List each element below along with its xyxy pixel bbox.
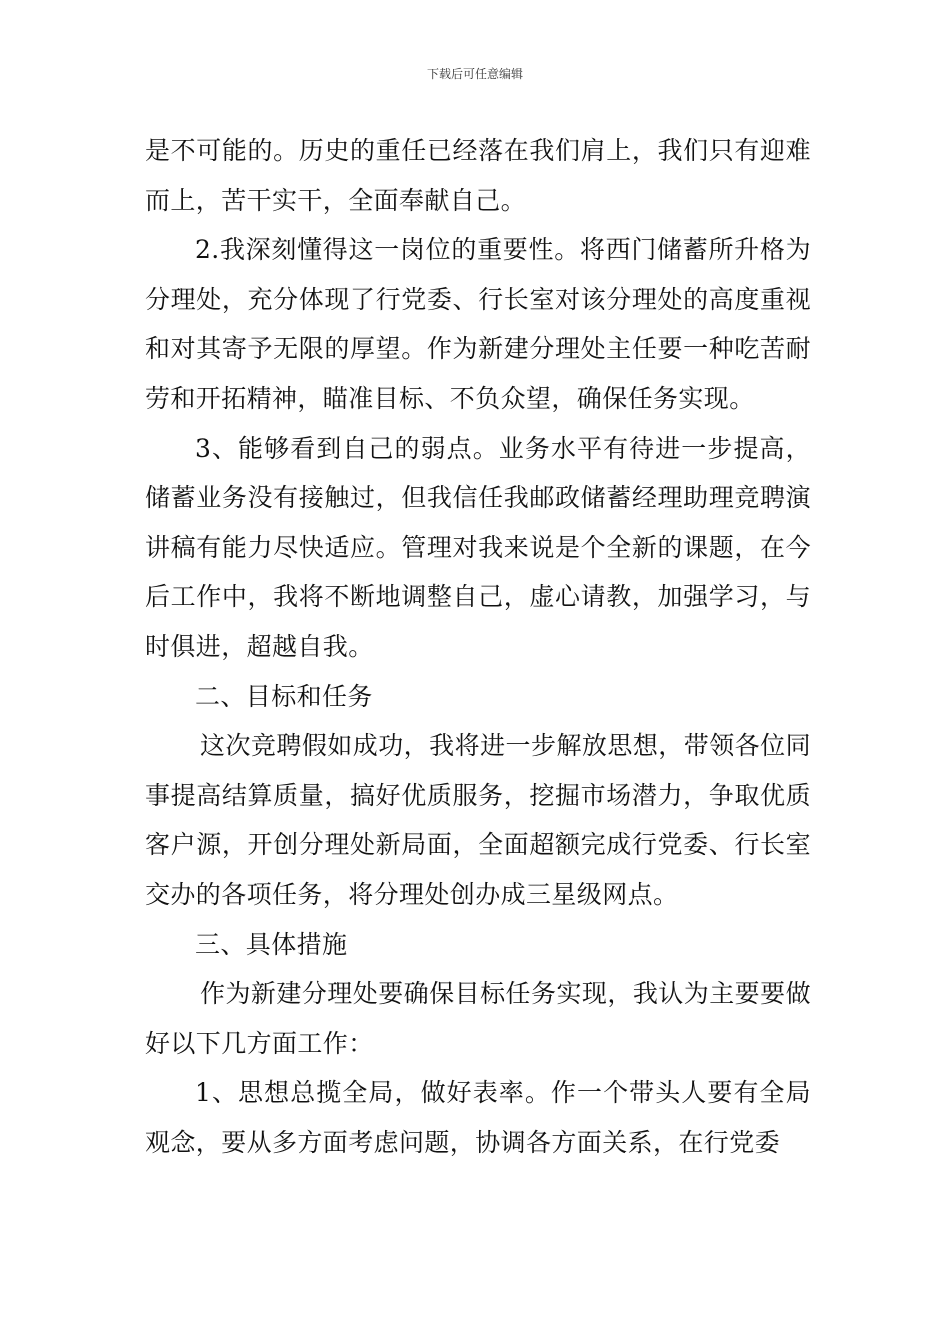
section-heading-goals: 二、目标和任务 xyxy=(195,681,373,711)
paragraph-point-3: 3、能够看到自己的弱点。业务水平有待进一步提高，储蓄业务没有接触过，但我信任我邮政储蓄经理助理竞聘演讲稿有能力尽快适应。管理对我来说是个全新的课题，在今后工作中，我将不断地调整自己，虚心请教，加强学习，与时俱进，超越自我。 xyxy=(145,433,811,661)
paragraph-measures-intro: 作为新建分理处要确保目标任务实现，我认为主要要做好以下几方面工作： xyxy=(145,979,811,1058)
paragraph-goals: 这次竞聘假如成功，我将进一步解放思想，带领各位同事提高结算质量，搞好优质服务，挖掘市场潜力，争取优质客户源，开创分理处新局面，全面超额完成行党委、行长室交办的各项任务，将分理处创办成三星级网点。 xyxy=(145,731,811,909)
paragraph-measure-1: 1、思想总揽全局，做好表率。作一个带头人要有全局观念，要从多方面考虑问题，协调各方面关系，在行党委 xyxy=(145,1078,811,1157)
page-header: 下载后可任意编辑 xyxy=(426,67,523,81)
section-heading-measures: 三、具体措施 xyxy=(195,929,348,959)
paragraph-continuation: 是不可能的。历史的重任已经落在我们肩上，我们只有迎难而上，苦干实干，全面奉献自己。 xyxy=(145,136,811,215)
document-body xyxy=(145,126,811,1167)
paragraph-point-2: 2.我深刻懂得这一岗位的重要性。将西门储蓄所升格为分理处，充分体现了行党委、行长室对该分理处的高度重视和对其寄予无限的厚望。作为新建分理处主任要一种吃苦耐劳和开拓精神，瞄准目标、不负众望，确保任务实现。 xyxy=(145,235,811,413)
